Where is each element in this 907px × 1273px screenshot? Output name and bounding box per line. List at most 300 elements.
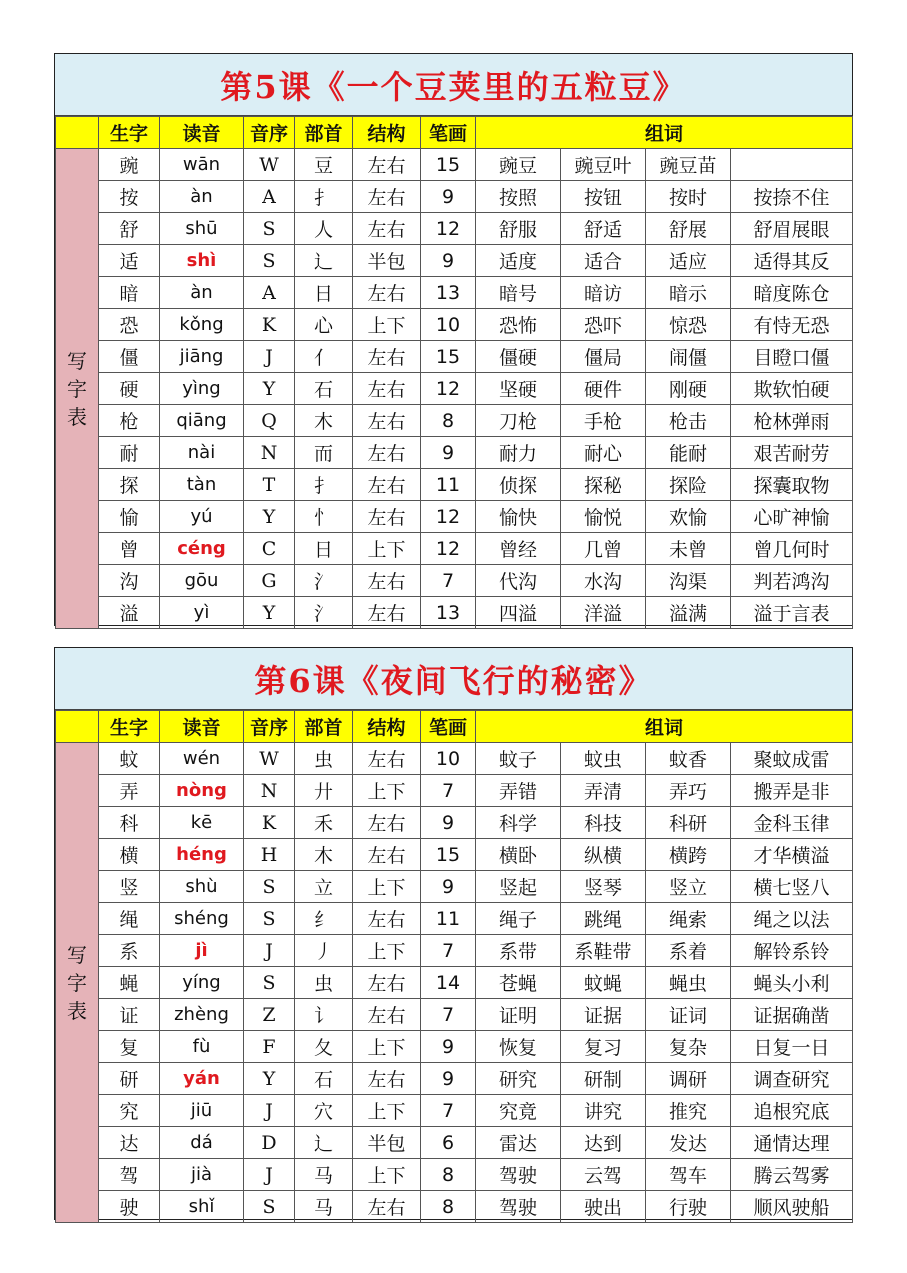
word-cell: 系带	[476, 935, 561, 967]
initial-cell: A	[244, 181, 295, 213]
word-cell: 聚蚊成雷	[731, 743, 853, 775]
word-cell: 通情达理	[731, 1127, 853, 1159]
table-row	[56, 565, 853, 597]
word-cell: 才华横溢	[731, 839, 853, 871]
word-cell: 侦探	[476, 469, 561, 501]
strokes-cell: 15	[421, 341, 476, 373]
structure-cell: 左右	[353, 501, 421, 533]
pinyin-cell: yíng	[160, 967, 244, 999]
pinyin-cell: jià	[160, 1159, 244, 1191]
initial-cell: J	[244, 1159, 295, 1191]
strokes-cell: 14	[421, 967, 476, 999]
char-cell: 系	[99, 935, 160, 967]
word-cell: 坚硬	[476, 373, 561, 405]
strokes-cell: 11	[421, 903, 476, 935]
radical-cell: 穴	[295, 1095, 353, 1127]
char-cell: 蝇	[99, 967, 160, 999]
initial-cell: S	[244, 903, 295, 935]
char-cell: 恐	[99, 309, 160, 341]
table-row	[56, 341, 853, 373]
table-row	[56, 1191, 853, 1223]
word-cell: 蝇头小利	[731, 967, 853, 999]
structure-cell: 左右	[353, 181, 421, 213]
pinyin-cell: shù	[160, 871, 244, 903]
header-pinyin: 读音	[160, 117, 244, 149]
word-cell: 横七竖八	[731, 871, 853, 903]
word-cell: 适合	[561, 245, 646, 277]
strokes-cell: 7	[421, 1095, 476, 1127]
header-row	[56, 711, 853, 743]
radical-cell: 禾	[295, 807, 353, 839]
table-row	[56, 743, 853, 775]
word-cell: 调研	[646, 1063, 731, 1095]
word-cell: 水沟	[561, 565, 646, 597]
header-blank	[56, 117, 99, 149]
structure-cell: 左右	[353, 405, 421, 437]
word-cell: 溢满	[646, 597, 731, 629]
character-table	[55, 710, 853, 1223]
strokes-cell: 10	[421, 743, 476, 775]
pinyin-cell: qiāng	[160, 405, 244, 437]
word-cell: 竖立	[646, 871, 731, 903]
word-cell: 跳绳	[561, 903, 646, 935]
word-cell: 枪林弹雨	[731, 405, 853, 437]
word-cell: 研制	[561, 1063, 646, 1095]
initial-cell: Y	[244, 373, 295, 405]
radical-cell: 木	[295, 839, 353, 871]
initial-cell: K	[244, 807, 295, 839]
initial-cell: H	[244, 839, 295, 871]
side-label-char: 字	[67, 970, 87, 995]
word-cell: 溢于言表	[731, 597, 853, 629]
char-cell: 豌	[99, 149, 160, 181]
header-pinyin: 读音	[160, 711, 244, 743]
header-char: 生字	[99, 711, 160, 743]
strokes-cell: 8	[421, 1191, 476, 1223]
lesson-5-table	[54, 53, 853, 626]
table-row	[56, 1127, 853, 1159]
word-cell: 舒服	[476, 213, 561, 245]
char-cell: 科	[99, 807, 160, 839]
word-cell: 闹僵	[646, 341, 731, 373]
word-cell: 未曾	[646, 533, 731, 565]
header-radical: 部首	[295, 711, 353, 743]
structure-cell: 左右	[353, 565, 421, 597]
pinyin-cell: yìng	[160, 373, 244, 405]
pinyin-cell: shéng	[160, 903, 244, 935]
strokes-cell: 9	[421, 1031, 476, 1063]
initial-cell: W	[244, 149, 295, 181]
char-cell: 曾	[99, 533, 160, 565]
word-cell: 科技	[561, 807, 646, 839]
word-cell: 证据确凿	[731, 999, 853, 1031]
pinyin-cell: wān	[160, 149, 244, 181]
word-cell: 有恃无恐	[731, 309, 853, 341]
pinyin-cell: yán	[160, 1063, 244, 1095]
radical-cell: 日	[295, 277, 353, 309]
side-label	[56, 743, 99, 1223]
radical-cell: 纟	[295, 903, 353, 935]
table-row	[56, 245, 853, 277]
pinyin-cell: nài	[160, 437, 244, 469]
initial-cell: J	[244, 1095, 295, 1127]
pinyin-cell: àn	[160, 181, 244, 213]
word-cell: 追根究底	[731, 1095, 853, 1127]
radical-cell: 立	[295, 871, 353, 903]
strokes-cell: 10	[421, 309, 476, 341]
structure-cell: 半包	[353, 1127, 421, 1159]
initial-cell: J	[244, 935, 295, 967]
header-row	[56, 117, 853, 149]
radical-cell: 丿	[295, 935, 353, 967]
header-strokes: 笔画	[421, 711, 476, 743]
char-cell: 舒	[99, 213, 160, 245]
word-cell: 愉悦	[561, 501, 646, 533]
pinyin-cell: héng	[160, 839, 244, 871]
structure-cell: 左右	[353, 743, 421, 775]
pinyin-cell: wén	[160, 743, 244, 775]
word-cell: 按捺不住	[731, 181, 853, 213]
word-cell: 驾车	[646, 1159, 731, 1191]
table-row	[56, 807, 853, 839]
char-cell: 适	[99, 245, 160, 277]
word-cell: 适应	[646, 245, 731, 277]
radical-cell: 亻	[295, 341, 353, 373]
table-row	[56, 405, 853, 437]
radical-cell: 而	[295, 437, 353, 469]
word-cell: 几曾	[561, 533, 646, 565]
word-cell: 蚊子	[476, 743, 561, 775]
word-cell: 究竟	[476, 1095, 561, 1127]
table-row	[56, 597, 853, 629]
table-row	[56, 1063, 853, 1095]
pinyin-cell: àn	[160, 277, 244, 309]
word-cell: 沟渠	[646, 565, 731, 597]
word-cell: 搬弄是非	[731, 775, 853, 807]
word-cell: 适得其反	[731, 245, 853, 277]
word-cell: 腾云驾雾	[731, 1159, 853, 1191]
word-cell: 僵硬	[476, 341, 561, 373]
word-cell: 科学	[476, 807, 561, 839]
table-row	[56, 437, 853, 469]
side-label-char: 表	[67, 998, 87, 1023]
word-cell: 按照	[476, 181, 561, 213]
table-row	[56, 533, 853, 565]
strokes-cell: 9	[421, 245, 476, 277]
word-cell: 恐吓	[561, 309, 646, 341]
radical-cell: 日	[295, 533, 353, 565]
word-cell: 系鞋带	[561, 935, 646, 967]
radical-cell: 讠	[295, 999, 353, 1031]
word-cell: 暗访	[561, 277, 646, 309]
radical-cell: 辶	[295, 1127, 353, 1159]
radical-cell: 氵	[295, 565, 353, 597]
pinyin-cell: jiāng	[160, 341, 244, 373]
table-row	[56, 277, 853, 309]
word-cell: 洋溢	[561, 597, 646, 629]
character-table	[55, 116, 853, 629]
word-cell: 日复一日	[731, 1031, 853, 1063]
word-cell: 硬件	[561, 373, 646, 405]
table-row	[56, 1159, 853, 1191]
word-cell: 曾几何时	[731, 533, 853, 565]
word-cell: 雷达	[476, 1127, 561, 1159]
strokes-cell: 8	[421, 1159, 476, 1191]
word-cell: 证据	[561, 999, 646, 1031]
word-cell: 豌豆叶	[561, 149, 646, 181]
word-cell: 豌豆苗	[646, 149, 731, 181]
strokes-cell: 7	[421, 999, 476, 1031]
pinyin-cell: jiū	[160, 1095, 244, 1127]
pinyin-cell: shì	[160, 245, 244, 277]
char-cell: 驾	[99, 1159, 160, 1191]
initial-cell: N	[244, 437, 295, 469]
word-cell: 愉快	[476, 501, 561, 533]
word-cell: 恐怖	[476, 309, 561, 341]
char-cell: 按	[99, 181, 160, 213]
radical-cell: 马	[295, 1159, 353, 1191]
word-cell: 刚硬	[646, 373, 731, 405]
strokes-cell: 6	[421, 1127, 476, 1159]
pinyin-cell: dá	[160, 1127, 244, 1159]
structure-cell: 上下	[353, 1095, 421, 1127]
word-cell: 耐力	[476, 437, 561, 469]
lesson-title: 第6课《夜间飞行的秘密》	[55, 648, 852, 710]
char-cell: 研	[99, 1063, 160, 1095]
structure-cell: 上下	[353, 935, 421, 967]
table-row	[56, 999, 853, 1031]
word-cell: 发达	[646, 1127, 731, 1159]
word-cell: 刀枪	[476, 405, 561, 437]
word-cell: 判若鸿沟	[731, 565, 853, 597]
initial-cell: S	[244, 245, 295, 277]
header-structure: 结构	[353, 711, 421, 743]
word-cell: 僵局	[561, 341, 646, 373]
initial-cell: A	[244, 277, 295, 309]
word-cell: 竖起	[476, 871, 561, 903]
word-cell: 按钮	[561, 181, 646, 213]
strokes-cell: 9	[421, 181, 476, 213]
char-cell: 弄	[99, 775, 160, 807]
structure-cell: 左右	[353, 597, 421, 629]
strokes-cell: 8	[421, 405, 476, 437]
table-row	[56, 871, 853, 903]
word-cell: 系着	[646, 935, 731, 967]
lesson-title: 第5课《一个豆荚里的五粒豆》	[55, 54, 852, 116]
word-cell	[731, 149, 853, 181]
structure-cell: 半包	[353, 245, 421, 277]
word-cell: 横卧	[476, 839, 561, 871]
radical-cell: 廾	[295, 775, 353, 807]
pinyin-cell: yú	[160, 501, 244, 533]
word-cell: 舒适	[561, 213, 646, 245]
pinyin-cell: jì	[160, 935, 244, 967]
word-cell: 驾驶	[476, 1191, 561, 1223]
pinyin-cell: céng	[160, 533, 244, 565]
structure-cell: 左右	[353, 903, 421, 935]
initial-cell: G	[244, 565, 295, 597]
word-cell: 目瞪口僵	[731, 341, 853, 373]
word-cell: 暗度陈仓	[731, 277, 853, 309]
word-cell: 证明	[476, 999, 561, 1031]
radical-cell: 木	[295, 405, 353, 437]
initial-cell: S	[244, 871, 295, 903]
char-cell: 绳	[99, 903, 160, 935]
structure-cell: 左右	[353, 839, 421, 871]
strokes-cell: 15	[421, 149, 476, 181]
char-cell: 溢	[99, 597, 160, 629]
structure-cell: 左右	[353, 807, 421, 839]
char-cell: 硬	[99, 373, 160, 405]
initial-cell: Z	[244, 999, 295, 1031]
word-cell: 暗示	[646, 277, 731, 309]
radical-cell: 豆	[295, 149, 353, 181]
table-row	[56, 373, 853, 405]
initial-cell: S	[244, 213, 295, 245]
char-cell: 僵	[99, 341, 160, 373]
word-cell: 纵横	[561, 839, 646, 871]
structure-cell: 上下	[353, 309, 421, 341]
word-cell: 行驶	[646, 1191, 731, 1223]
initial-cell: Q	[244, 405, 295, 437]
table-row	[56, 775, 853, 807]
initial-cell: K	[244, 309, 295, 341]
structure-cell: 左右	[353, 967, 421, 999]
table-row	[56, 967, 853, 999]
word-cell: 心旷神愉	[731, 501, 853, 533]
header-blank	[56, 711, 99, 743]
word-cell: 手枪	[561, 405, 646, 437]
word-cell: 复杂	[646, 1031, 731, 1063]
strokes-cell: 9	[421, 807, 476, 839]
word-cell: 讲究	[561, 1095, 646, 1127]
strokes-cell: 12	[421, 373, 476, 405]
table-row	[56, 501, 853, 533]
char-cell: 竖	[99, 871, 160, 903]
structure-cell: 上下	[353, 1159, 421, 1191]
radical-cell: 人	[295, 213, 353, 245]
radical-cell: 心	[295, 309, 353, 341]
strokes-cell: 13	[421, 597, 476, 629]
word-cell: 科研	[646, 807, 731, 839]
strokes-cell: 13	[421, 277, 476, 309]
word-cell: 苍蝇	[476, 967, 561, 999]
structure-cell: 左右	[353, 149, 421, 181]
word-cell: 绳之以法	[731, 903, 853, 935]
initial-cell: D	[244, 1127, 295, 1159]
initial-cell: N	[244, 775, 295, 807]
structure-cell: 左右	[353, 213, 421, 245]
char-cell: 复	[99, 1031, 160, 1063]
word-cell: 弄错	[476, 775, 561, 807]
char-cell: 探	[99, 469, 160, 501]
radical-cell: 扌	[295, 181, 353, 213]
pinyin-cell: zhèng	[160, 999, 244, 1031]
word-cell: 欺软怕硬	[731, 373, 853, 405]
strokes-cell: 12	[421, 213, 476, 245]
initial-cell: S	[244, 967, 295, 999]
structure-cell: 左右	[353, 1063, 421, 1095]
table-row	[56, 935, 853, 967]
table-row	[56, 1095, 853, 1127]
strokes-cell: 11	[421, 469, 476, 501]
header-radical: 部首	[295, 117, 353, 149]
word-cell: 四溢	[476, 597, 561, 629]
strokes-cell: 9	[421, 871, 476, 903]
radical-cell: 辶	[295, 245, 353, 277]
side-label-char: 表	[67, 404, 87, 429]
word-cell: 能耐	[646, 437, 731, 469]
radical-cell: 夂	[295, 1031, 353, 1063]
strokes-cell: 15	[421, 839, 476, 871]
strokes-cell: 7	[421, 935, 476, 967]
pinyin-cell: shǐ	[160, 1191, 244, 1223]
word-cell: 探囊取物	[731, 469, 853, 501]
initial-cell: F	[244, 1031, 295, 1063]
initial-cell: Y	[244, 1063, 295, 1095]
strokes-cell: 12	[421, 501, 476, 533]
char-cell: 暗	[99, 277, 160, 309]
initial-cell: C	[244, 533, 295, 565]
table-row	[56, 181, 853, 213]
word-cell: 恢复	[476, 1031, 561, 1063]
word-cell: 蚊蝇	[561, 967, 646, 999]
word-cell: 曾经	[476, 533, 561, 565]
structure-cell: 左右	[353, 469, 421, 501]
word-cell: 顺风驶船	[731, 1191, 853, 1223]
char-cell: 愉	[99, 501, 160, 533]
char-cell: 蚊	[99, 743, 160, 775]
word-cell: 蚊香	[646, 743, 731, 775]
header-initial: 音序	[244, 711, 295, 743]
word-cell: 舒展	[646, 213, 731, 245]
radical-cell: 石	[295, 373, 353, 405]
structure-cell: 左右	[353, 999, 421, 1031]
word-cell: 绳索	[646, 903, 731, 935]
pinyin-cell: fù	[160, 1031, 244, 1063]
word-cell: 达到	[561, 1127, 646, 1159]
table-row	[56, 839, 853, 871]
structure-cell: 上下	[353, 871, 421, 903]
word-cell: 弄巧	[646, 775, 731, 807]
structure-cell: 左右	[353, 1191, 421, 1223]
word-cell: 暗号	[476, 277, 561, 309]
radical-cell: 氵	[295, 597, 353, 629]
table-row	[56, 903, 853, 935]
strokes-cell: 9	[421, 437, 476, 469]
pinyin-cell: kǒng	[160, 309, 244, 341]
structure-cell: 上下	[353, 533, 421, 565]
char-cell: 证	[99, 999, 160, 1031]
char-cell: 究	[99, 1095, 160, 1127]
strokes-cell: 7	[421, 565, 476, 597]
word-cell: 绳子	[476, 903, 561, 935]
header-words: 组词	[476, 711, 853, 743]
initial-cell: J	[244, 341, 295, 373]
side-label	[56, 149, 99, 629]
word-cell: 蝇虫	[646, 967, 731, 999]
word-cell: 云驾	[561, 1159, 646, 1191]
word-cell: 弄清	[561, 775, 646, 807]
word-cell: 驾驶	[476, 1159, 561, 1191]
header-words: 组词	[476, 117, 853, 149]
word-cell: 金科玉律	[731, 807, 853, 839]
word-cell: 驶出	[561, 1191, 646, 1223]
char-cell: 枪	[99, 405, 160, 437]
radical-cell: 忄	[295, 501, 353, 533]
strokes-cell: 12	[421, 533, 476, 565]
word-cell: 复习	[561, 1031, 646, 1063]
